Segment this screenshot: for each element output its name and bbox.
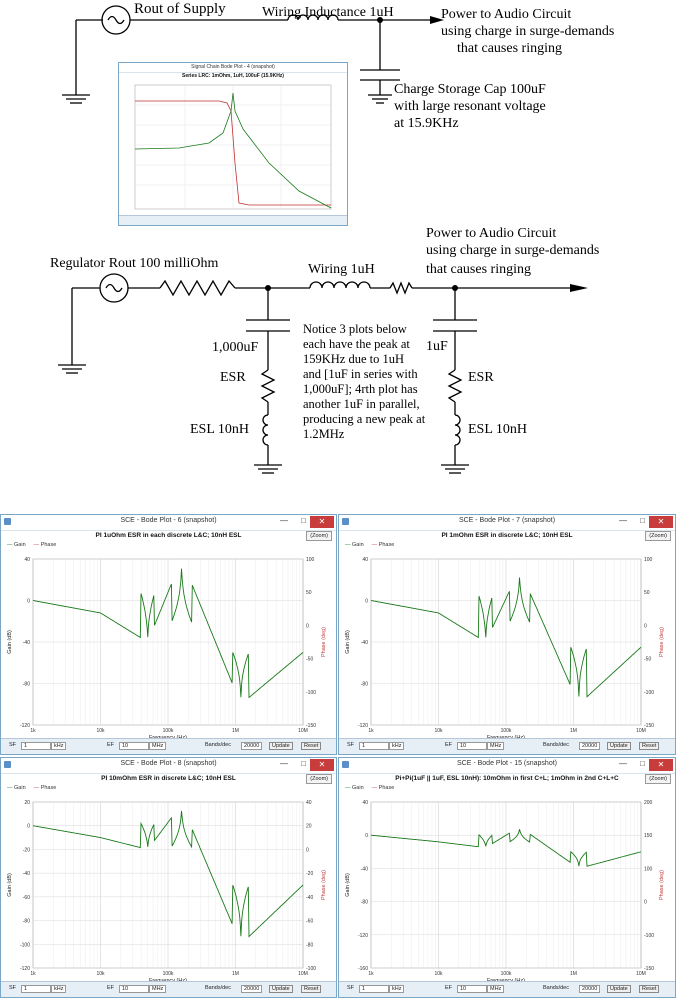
legend-gain: Gain [352, 542, 364, 548]
top-cap-label-2: with large resonant voltage [394, 99, 546, 114]
y-tick-label: -120 [358, 933, 368, 939]
inset-plot-title: Series LRC: 1mOhm, 1uH, 100uF (15.9KHz) [119, 73, 347, 79]
footer-bar [1, 738, 336, 754]
update-button[interactable]: Update [607, 742, 631, 750]
notice-line: producing a new peak at [303, 412, 425, 427]
y-right-tick-label: 0 [306, 847, 309, 853]
x-tick-label: 10k [434, 971, 443, 977]
mid-inductor [310, 282, 370, 288]
left-esl-inductor [263, 415, 268, 445]
bands-input[interactable]: 20000 [241, 742, 262, 750]
top-rout-label: Rout of Supply [134, 1, 226, 17]
x-tick-label: 1M [232, 971, 239, 977]
y-right-tick-label: 100 [306, 557, 315, 563]
sf-input[interactable]: 1 [21, 985, 51, 993]
right-esr-label: ESR [468, 370, 494, 385]
y-tick-label: 0 [27, 824, 30, 830]
ef-unit-select[interactable]: MHz [487, 985, 504, 993]
sf-input[interactable]: 1 [21, 742, 51, 750]
ef-input[interactable]: 10 [457, 742, 487, 750]
zoom-button[interactable]: (Zoom) [645, 531, 671, 541]
x-tick-label: 1k [368, 971, 374, 977]
window-title: SCE - Bode Plot - 7 (snapshot) [339, 517, 675, 524]
y-right-tick-label: 0 [306, 623, 309, 629]
y-tick-label: -80 [361, 900, 368, 906]
y-right-tick-label: 50 [644, 590, 650, 596]
bode-plot [339, 515, 676, 756]
y-tick-label: 40 [362, 557, 368, 563]
y-right-axis-label: Phase (deg) [659, 870, 665, 900]
notice-text [303, 322, 425, 442]
inset-title: Signal Chain Bode Plot - 4 (snapshot) [119, 64, 347, 70]
update-button[interactable]: Update [269, 985, 293, 993]
y-tick-label: 40 [362, 800, 368, 806]
y-right-tick-label: -40 [306, 895, 313, 901]
y-tick-label: -80 [361, 682, 368, 688]
x-tick-label: 1M [570, 728, 577, 734]
notice-line: Notice 3 plots below [303, 322, 425, 337]
ef-unit-select[interactable]: MHz [149, 742, 166, 750]
bode-window-7[interactable] [338, 514, 676, 755]
x-tick-label: 10k [96, 728, 105, 734]
bands-input[interactable]: 20000 [241, 985, 262, 993]
x-tick-label: 10M [636, 971, 646, 977]
reset-button[interactable]: Reset [301, 985, 321, 993]
y-right-tick-label: -150 [306, 723, 316, 729]
y-right-tick-label: -100 [644, 690, 654, 696]
y-right-tick-label: 200 [644, 800, 653, 806]
y-right-tick-label: 20 [306, 824, 312, 830]
footer-bar [1, 981, 336, 997]
sf-unit-select[interactable]: kHz [389, 742, 404, 750]
ef-input[interactable]: 10 [119, 742, 149, 750]
mid-wiring-resistor [390, 283, 412, 293]
maximize-button[interactable]: □ [301, 759, 306, 768]
y-right-tick-label: 50 [306, 590, 312, 596]
top-inductor-label: Wiring Inductance 1uH [262, 5, 394, 20]
y-right-tick-label: -50 [644, 657, 651, 663]
right-cap-label: 1uF [426, 339, 448, 354]
y-tick-label: 40 [24, 557, 30, 563]
inset-bode-window [118, 62, 348, 226]
notice-line: 1,000uF]; 4rth plot has [303, 382, 425, 397]
y-tick-label: -40 [361, 866, 368, 872]
bands-label: Bands/dec [543, 985, 569, 991]
mid-right-junction [452, 285, 458, 291]
x-tick-label: 10k [96, 971, 105, 977]
y-tick-label: -80 [23, 919, 30, 925]
y-right-tick-label: -100 [306, 966, 316, 972]
mid-left-junction [265, 285, 271, 291]
y-right-tick-label: -150 [644, 723, 654, 729]
y-tick-label: 0 [365, 833, 368, 839]
x-tick-label: 100k [163, 728, 174, 734]
bands-input[interactable]: 20000 [579, 985, 600, 993]
update-button[interactable]: Update [607, 985, 631, 993]
y-right-tick-label: -100 [644, 933, 654, 939]
legend-gain-swatch: — [345, 785, 351, 791]
y-tick-label: -120 [20, 723, 30, 729]
bode-plot [1, 515, 339, 756]
x-tick-label: 1k [30, 971, 36, 977]
mid-output-arrow [570, 284, 588, 292]
ef-input[interactable]: 10 [119, 985, 149, 993]
y-right-tick-label: 40 [306, 800, 312, 806]
sf-unit-select[interactable]: kHz [51, 985, 66, 993]
mid-wiring-label: Wiring 1uH [308, 262, 375, 277]
window-title: SCE - Bode Plot - 6 (snapshot) [1, 517, 336, 524]
y-axis-label: Gain (dB) [345, 630, 351, 654]
legend-phase: Phase [379, 785, 395, 791]
reset-button[interactable]: Reset [639, 985, 659, 993]
notice-line: each have the peak at [303, 337, 425, 352]
ef-label: EF [107, 985, 114, 991]
notice-line: and [1uF in series with [303, 367, 425, 382]
close-button[interactable]: ✕ [649, 759, 673, 771]
top-cap-label-3: at 15.9KHz [394, 116, 459, 131]
y-tick-label: -40 [361, 640, 368, 646]
plot-title: PI 1uOhm ESR in each discrete L&C; 10nH ESL [1, 532, 336, 539]
minimize-button[interactable]: — [619, 516, 627, 525]
close-button[interactable]: ✕ [649, 516, 673, 528]
bands-input[interactable]: 20000 [579, 742, 600, 750]
x-tick-label: 10M [636, 728, 646, 734]
legend-phase: Phase [379, 542, 395, 548]
legend-gain-swatch: — [7, 785, 13, 791]
maximize-button[interactable]: □ [301, 516, 306, 525]
x-tick-label: 1M [232, 728, 239, 734]
footer-bar [339, 981, 675, 997]
sf-label: SF [347, 985, 354, 991]
bands-label: Bands/dec [543, 742, 569, 748]
y-right-tick-label: 100 [644, 557, 653, 563]
y-tick-label: -160 [358, 966, 368, 972]
legend-phase-swatch: — [34, 542, 40, 548]
sf-label: SF [9, 742, 16, 748]
footer-bar [339, 738, 675, 754]
window-title: SCE - Bode Plot - 15 (snapshot) [339, 760, 675, 767]
legend-gain: Gain [14, 785, 26, 791]
y-right-tick-label: -50 [306, 657, 313, 663]
mid-output-desc-1: using charge in surge-demands [426, 243, 599, 258]
inset-plot [119, 63, 349, 227]
y-tick-label: -120 [20, 966, 30, 972]
minimize-button[interactable]: — [619, 759, 627, 768]
y-right-axis-label: Phase (deg) [321, 627, 327, 657]
bode-window-15[interactable] [338, 757, 676, 998]
x-tick-label: 10k [434, 728, 443, 734]
legend-gain: Gain [352, 785, 364, 791]
legend-gain: Gain [14, 542, 26, 548]
bands-label: Bands/dec [205, 742, 231, 748]
minimize-button[interactable]: — [280, 516, 288, 525]
mid-output-desc-2: that causes ringing [426, 262, 531, 277]
x-tick-label: 10M [298, 728, 308, 734]
legend-phase: Phase [41, 785, 57, 791]
notice-line: 159KHz due to 1uH [303, 352, 425, 367]
top-output-desc-1: using charge in surge-demands [441, 24, 614, 39]
maximize-button[interactable]: □ [640, 759, 645, 768]
notice-line: another 1uF in parallel, [303, 397, 425, 412]
bode-window-6[interactable] [0, 514, 337, 755]
plot-title: PI 1mOhm ESR in discrete L&C; 10nH ESL [339, 532, 675, 539]
x-tick-label: 100k [501, 728, 512, 734]
x-tick-label: 1M [570, 971, 577, 977]
left-esl-label: ESL 10nH [190, 422, 249, 437]
right-esl-label: ESL 10nH [468, 422, 527, 437]
left-esr-label: ESR [220, 370, 246, 385]
ef-label: EF [107, 742, 114, 748]
y-right-axis-label: Phase (deg) [659, 627, 665, 657]
y-tick-label: -100 [20, 942, 30, 948]
y-tick-label: 20 [24, 800, 30, 806]
right-esr-resistor [449, 370, 461, 402]
maximize-button[interactable]: □ [640, 516, 645, 525]
y-axis-label: Gain (dB) [345, 873, 351, 897]
sf-input[interactable]: 1 [359, 985, 389, 993]
y-tick-label: -80 [23, 682, 30, 688]
y-right-tick-label: -20 [306, 871, 313, 877]
y-right-tick-label: -150 [644, 966, 654, 972]
legend-phase-swatch: — [34, 785, 40, 791]
y-right-tick-label: -60 [306, 919, 313, 925]
y-right-tick-label: 0 [644, 900, 647, 906]
right-esl-inductor [455, 415, 460, 445]
x-tick-label: 1k [368, 728, 374, 734]
ef-unit-select[interactable]: MHz [487, 742, 504, 750]
mid-rout-resistor [160, 281, 235, 295]
close-button[interactable]: ✕ [310, 759, 334, 771]
top-cap-label-1: Charge Storage Cap 100uF [394, 82, 546, 97]
y-tick-label: -60 [23, 895, 30, 901]
plot-title: PI 10mOhm ESR in discrete L&C; 10nH ESL [1, 775, 336, 782]
notice-line: 1.2MHz [303, 427, 425, 442]
x-tick-label: 10M [298, 971, 308, 977]
mid-output-label: Power to Audio Circuit [426, 226, 556, 241]
y-axis-label: Gain (dB) [7, 873, 13, 897]
y-tick-label: 0 [365, 599, 368, 605]
y-right-tick-label: -100 [306, 690, 316, 696]
bode-window-8[interactable] [0, 757, 337, 998]
window-title: SCE - Bode Plot - 8 (snapshot) [1, 760, 336, 767]
sf-label: SF [347, 742, 354, 748]
sf-input[interactable]: 1 [359, 742, 389, 750]
x-tick-label: 100k [501, 971, 512, 977]
ef-label: EF [445, 985, 452, 991]
inset-footer [119, 215, 347, 225]
sf-label: SF [9, 985, 16, 991]
sf-unit-select[interactable]: kHz [389, 985, 404, 993]
zoom-button[interactable]: (Zoom) [645, 774, 671, 784]
x-tick-label: 100k [163, 971, 174, 977]
y-tick-label: -40 [23, 871, 30, 877]
bode-plot [339, 758, 676, 999]
mid-regulator-label: Regulator Rout 100 milliOhm [50, 256, 218, 271]
y-axis-label: Gain (dB) [7, 630, 13, 654]
y-right-tick-label: 150 [644, 833, 653, 839]
top-output-desc-2: that causes ringing [457, 41, 562, 56]
y-right-axis-label: Phase (deg) [321, 870, 327, 900]
reset-button[interactable]: Reset [639, 742, 659, 750]
y-right-tick-label: 100 [644, 866, 653, 872]
ef-unit-select[interactable]: MHz [149, 985, 166, 993]
y-tick-label: 0 [27, 599, 30, 605]
minimize-button[interactable]: — [280, 759, 288, 768]
ef-input[interactable]: 10 [457, 985, 487, 993]
bands-label: Bands/dec [205, 985, 231, 991]
y-tick-label: -40 [23, 640, 30, 646]
y-tick-label: -120 [358, 723, 368, 729]
y-right-tick-label: 0 [644, 623, 647, 629]
plot-title: Pi+Pi(1uF || 1uF, ESL 10nH): 10mOhm in first C+L; 1mOhm in 2nd C+L+C [339, 775, 675, 782]
sf-unit-select[interactable]: kHz [51, 742, 66, 750]
ef-label: EF [445, 742, 452, 748]
x-tick-label: 1k [30, 728, 36, 734]
update-button[interactable]: Update [269, 742, 293, 750]
zoom-button[interactable]: (Zoom) [306, 531, 332, 541]
legend-gain-swatch: — [7, 542, 13, 548]
legend-phase: Phase [41, 542, 57, 548]
left-esr-resistor [262, 370, 274, 402]
y-tick-label: -20 [23, 847, 30, 853]
legend-gain-swatch: — [345, 542, 351, 548]
bode-plot [1, 758, 339, 999]
zoom-button[interactable]: (Zoom) [306, 774, 332, 784]
y-right-tick-label: -80 [306, 942, 313, 948]
legend-phase-swatch: — [372, 785, 378, 791]
left-cap-label: 1,000uF [212, 340, 258, 355]
legend-phase-swatch: — [372, 542, 378, 548]
close-button[interactable]: ✕ [310, 516, 334, 528]
reset-button[interactable]: Reset [301, 742, 321, 750]
top-output-label: Power to Audio Circuit [441, 7, 571, 22]
